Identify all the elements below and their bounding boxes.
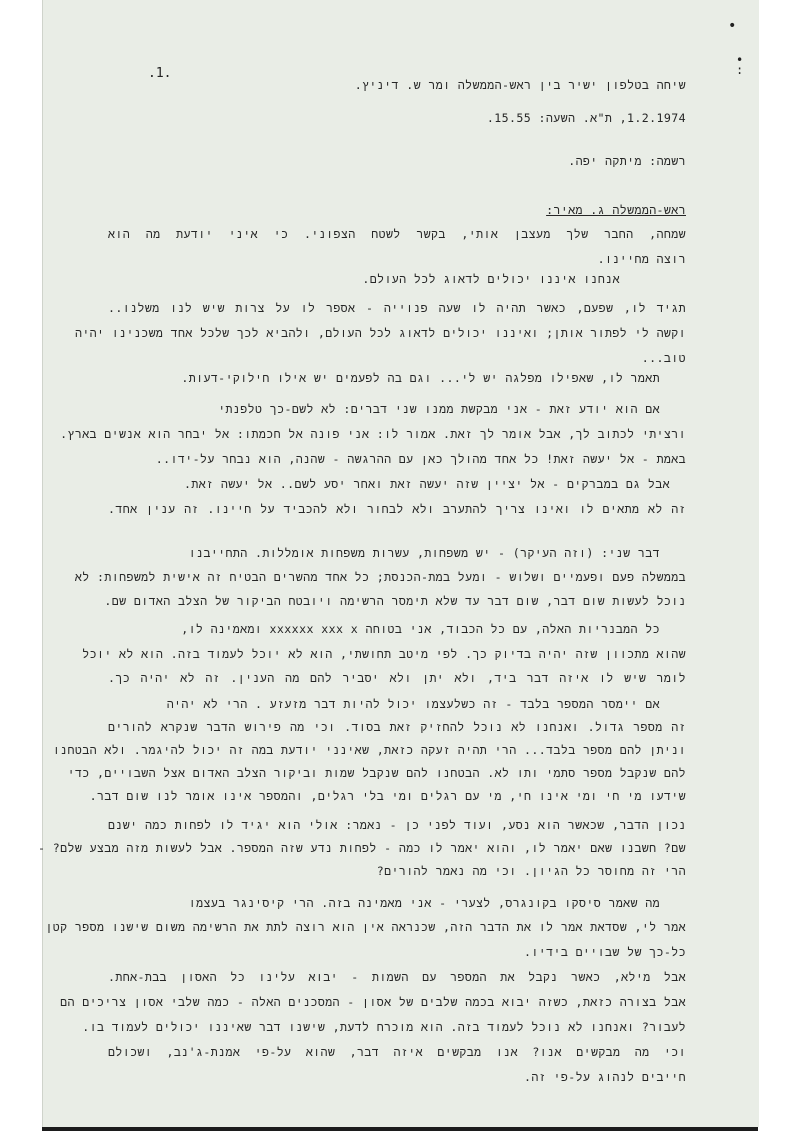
text-line: לומר שיש לו איזה דבר ביד, ולא יתן ולא יסביר להם מה הענין. זה לא יהיה כך. [108, 671, 686, 685]
text-line: בממשלה פעם ופעמיים ושלוש - ומעל במת-הכנסת; כל אחד מהשרים הבטיח זה אישית למשפחות: לא [74, 570, 686, 584]
scan-border [42, 1127, 758, 1131]
text-line: ורציתי לכתוב לך, אבל אומר לך זאת. אמור לו: אני פונה אל חכמתו: אל יבחר הוא אנשים בארץ. [60, 427, 686, 441]
text-line: תגיד לו, שפעם, כאשר תהיה לו שעה פנוייה - אספר לו על צרות שיש לנו משלנו.. [108, 301, 686, 315]
text-line: נכון הדבר, שכאשר הוא נסע, ועוד לפני כן - נאמר: אולי הוא יגיד לו לפחות כמה ישנם [108, 818, 686, 832]
text-line: אמר לי, שסדאת אמר לו את הדבר הזה, שכנראה אין הוא רוצה לתת את הרשימה משום שישנו מספר קטן [45, 920, 686, 934]
text-line: זה מספר גדול. ואנחנו לא נוכל להחזיק זאת בסוד. וכי מה פירוש הדבר שנקרא להורים [108, 720, 686, 734]
punch-hole-mark: • [728, 18, 737, 34]
text-line: הרי זה מחוסר כל הגיון. וכי מה נאמר להורים? [376, 864, 686, 878]
text-line: רוצה מחיינו. [597, 252, 686, 266]
document-title: שיחה בטלפון ישיר בין ראש-הממשלה ומר ש. דיניץ. [354, 78, 686, 92]
text-line: וניתן להם מספר בלבד... הרי תהיה זעקה כזאת, שאינני יודעת במה זה יכול להיגמר. ולא הבטחנו [52, 743, 686, 757]
text-line: באמת - אל יעשה זאת! כל אחד מהולך כאן עם ההרגשה - שהנה, הוא נבחר על-ידו.. [155, 452, 686, 466]
text-line: אנחנו איננו יכולים לדאוג לכל העולם. [362, 272, 620, 286]
punch-hole-mark: • : [736, 53, 744, 77]
speaker-heading: ראש-הממשלה ג. מאיר: [546, 203, 686, 217]
text-line: נוכל לעשות שום דבר, שום דבר עד שלא תימסר הרשימה ויובטח הביקור של הצלב האדום שם. [104, 594, 686, 608]
date-time-line: 1.2.1974, ת"א. השעה: 15.55. [486, 111, 686, 125]
text-line: לעבור? ואנחנו לא נוכל לעמוד בזה. הוא מוכרח לדעת, שישנו דבר שאיננו יכולים לעמוד בו. [82, 1020, 686, 1034]
text-line: מה שאמר סיסקו בקונגרס, לצערי - אני מאמינה בזה. הרי קיסינגר בעצמו [188, 896, 660, 910]
text-line: חייבים לנהוג על-פי זה. [524, 1070, 686, 1084]
text-line: דבר שני: (וזה העיקר) - יש משפחות, עשרות משפחות אומללות. התחייבנו [188, 546, 660, 560]
text-line: וקשה לי לפתור אותן; ואיננו יכולים לדאוג לכל העולם, ולהביא לכך שלכל אחד משכנינו יהיה [74, 326, 686, 340]
page-number: .1. [148, 66, 172, 81]
text-line: זה לא מתאים לו ואינו צריך להתערב ולא לבחור ולא להכביד על חיינו. זה ענין אחד. [108, 502, 686, 516]
text-line: אבל מילא, כאשר נקבל את המספר עם השמות - יבוא עלינו כל האסון בבת-אחת. [108, 970, 686, 984]
text-line: כל-כך של שבויים בידיו. [524, 945, 686, 959]
text-line: שהוא מתכוון שזה יהיה בדיוק כך. לפי מיטב תחושתי, הוא לא יוכל לעמוד בזה. הוא לא יוכל [82, 647, 686, 661]
text-line: אם הוא יודע זאת - אני מבקשת ממנו שני דברים: לא לשם-כך טלפנתי [218, 402, 660, 416]
text-line: שידעו מי חי ומי אינו חי, מי עם רגלים ומי בלי רגלים, והמספר אינו אומר לנו שום דבר. [89, 789, 686, 803]
text-line: אם יימסר המספר בלבד - זה כשלעצמו יכול להיות דבר מזעזע . הרי לא יהיה [166, 697, 660, 711]
text-line: להם שנקבל מספר סתמי ותו לא. הבטחנו להם שנקבל שמות וביקור הצלב האדום אצל השבויים, כדי [67, 766, 686, 780]
text-line: אבל גם במברקים - אל יציין שזה יעשה זאת ואחר יסע לשם.. אל יעשה זאת. [184, 477, 670, 491]
text-line: אבל בצורה כזאת, כשזה יבוא בכמה שלבים של אסון - המסכנים האלה - כמה שלבי אסון צריכים הם [60, 995, 686, 1009]
text-line: וכי מה מבקשים אנו? אנו מבקשים איזה דבר, שהוא על-פי אמנת-ג'נב, ושכולם [108, 1045, 686, 1059]
text-line: כל המבנריות האלה, עם כל הכבוד, אני בטוחה xxxxxx xxx x ומאמינה לו, [181, 622, 660, 636]
text-line: שמחה, החבר שלך מעצבן אותי, בקשר לשטח הצפוני. כי איני יודעת מה הוא [108, 227, 686, 241]
text-line: טוב... [641, 351, 686, 365]
text-line: תאמר לו, שאפילו מפלגה יש לי... וגם בה לפעמים יש אילו חילוקי-דעות. [181, 371, 660, 385]
text-line: שם? חשבנו שאם יאמר לו, והוא יאמר לו כמה - לפחות נדע שזה המספר. אבל לעשות מזה מבצע שלם? - [37, 841, 686, 855]
recorder-line: רשמה: מיתקה יפה. [568, 154, 686, 168]
